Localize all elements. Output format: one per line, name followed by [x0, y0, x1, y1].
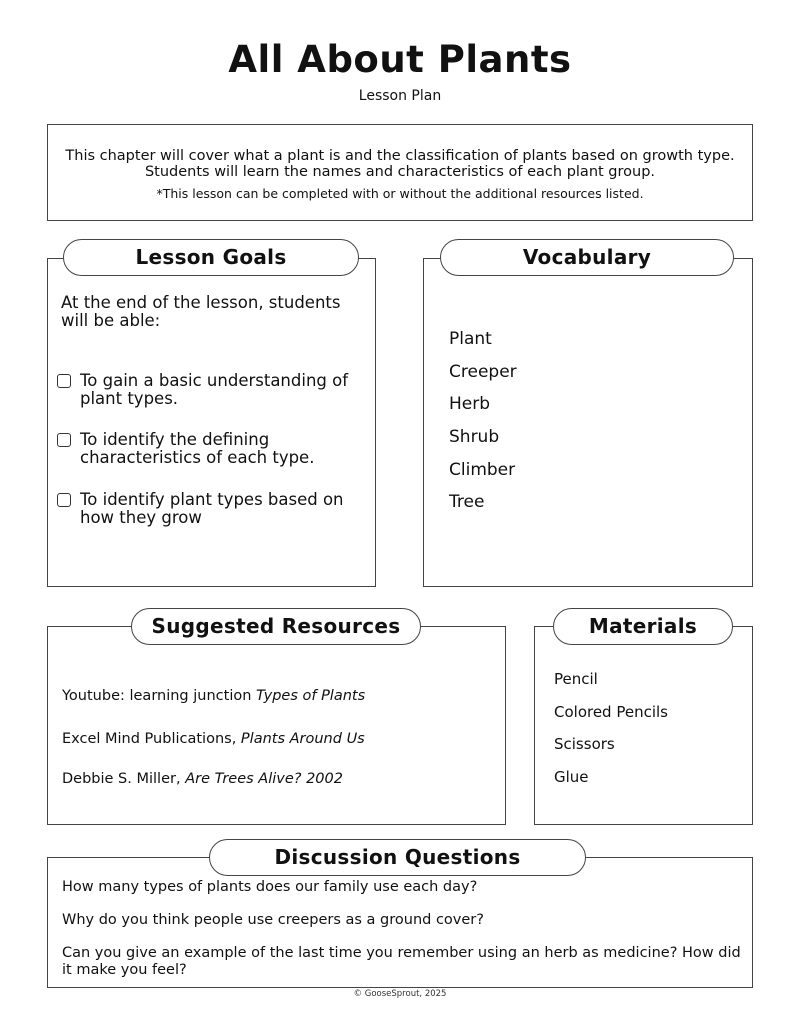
discussion-question: Can you give an example of the last time you remember using an herb as medicine? How did it make you feel?	[62, 945, 741, 978]
goals-intro: At the end of the lesson, students will be able:	[61, 293, 341, 330]
resource-item	[62, 688, 365, 704]
material-item: Glue	[554, 768, 589, 787]
resource-title: Types of Plants	[256, 688, 366, 704]
goal-item	[57, 372, 367, 408]
material-item: Scissors	[554, 735, 615, 754]
goals-heading: Lesson Goals	[63, 239, 359, 276]
goal-text: To identify the defining characteristics of each type.	[80, 430, 315, 467]
vocabulary-list	[449, 327, 517, 523]
discussion-heading: Discussion Questions	[209, 839, 586, 876]
goal-checkbox[interactable]	[57, 374, 71, 388]
resource-item	[62, 771, 343, 787]
resource-plain: Excel Mind Publications,	[62, 731, 241, 747]
page-title: All About Plants	[228, 38, 572, 81]
resource-plain: Debbie S. Miller,	[62, 771, 186, 787]
page-subtitle: Lesson Plan	[358, 88, 442, 104]
vocab-item: Climber	[449, 459, 516, 480]
copyright-footer: © GooseSprout, 2025	[353, 989, 447, 999]
vocab-item: Shrub	[449, 427, 500, 448]
goal-item	[57, 431, 367, 467]
vocab-item: Herb	[449, 394, 491, 415]
goal-text: To identify plant types based on how they grow	[80, 490, 344, 527]
materials-heading: Materials	[553, 608, 733, 645]
vocab-item: Tree	[449, 492, 485, 513]
goal-checkbox[interactable]	[57, 433, 71, 447]
goal-text: To gain a basic understanding of plant types.	[80, 371, 349, 408]
discussion-question: How many types of plants does our family use each day?	[62, 879, 478, 895]
goal-item	[57, 491, 367, 527]
intro-note: *This lesson can be completed with or without the additional resources listed.	[156, 186, 644, 201]
resource-title: Plants Around Us	[240, 731, 365, 747]
resources-box	[47, 626, 506, 825]
vocab-item: Plant	[449, 329, 492, 349]
resource-item	[62, 731, 365, 747]
material-item: Colored Pencils	[554, 702, 668, 721]
vocabulary-heading: Vocabulary	[440, 239, 734, 276]
materials-list	[554, 669, 668, 800]
resource-title: Are Trees Alive? 2002	[185, 771, 343, 787]
vocab-item: Creeper	[449, 361, 517, 382]
intro-text: This chapter will cover what a plant is and the classification of plants based on growth type. Students will learn the names and characteristics of each plant group.	[65, 148, 735, 180]
goal-checkbox[interactable]	[57, 493, 71, 507]
resource-plain: Youtube: learning junction	[62, 688, 257, 704]
resources-heading: Suggested Resources	[131, 608, 421, 645]
discussion-question: Why do you think people use creepers as a ground cover?	[62, 912, 484, 928]
material-item: Pencil	[554, 670, 598, 688]
